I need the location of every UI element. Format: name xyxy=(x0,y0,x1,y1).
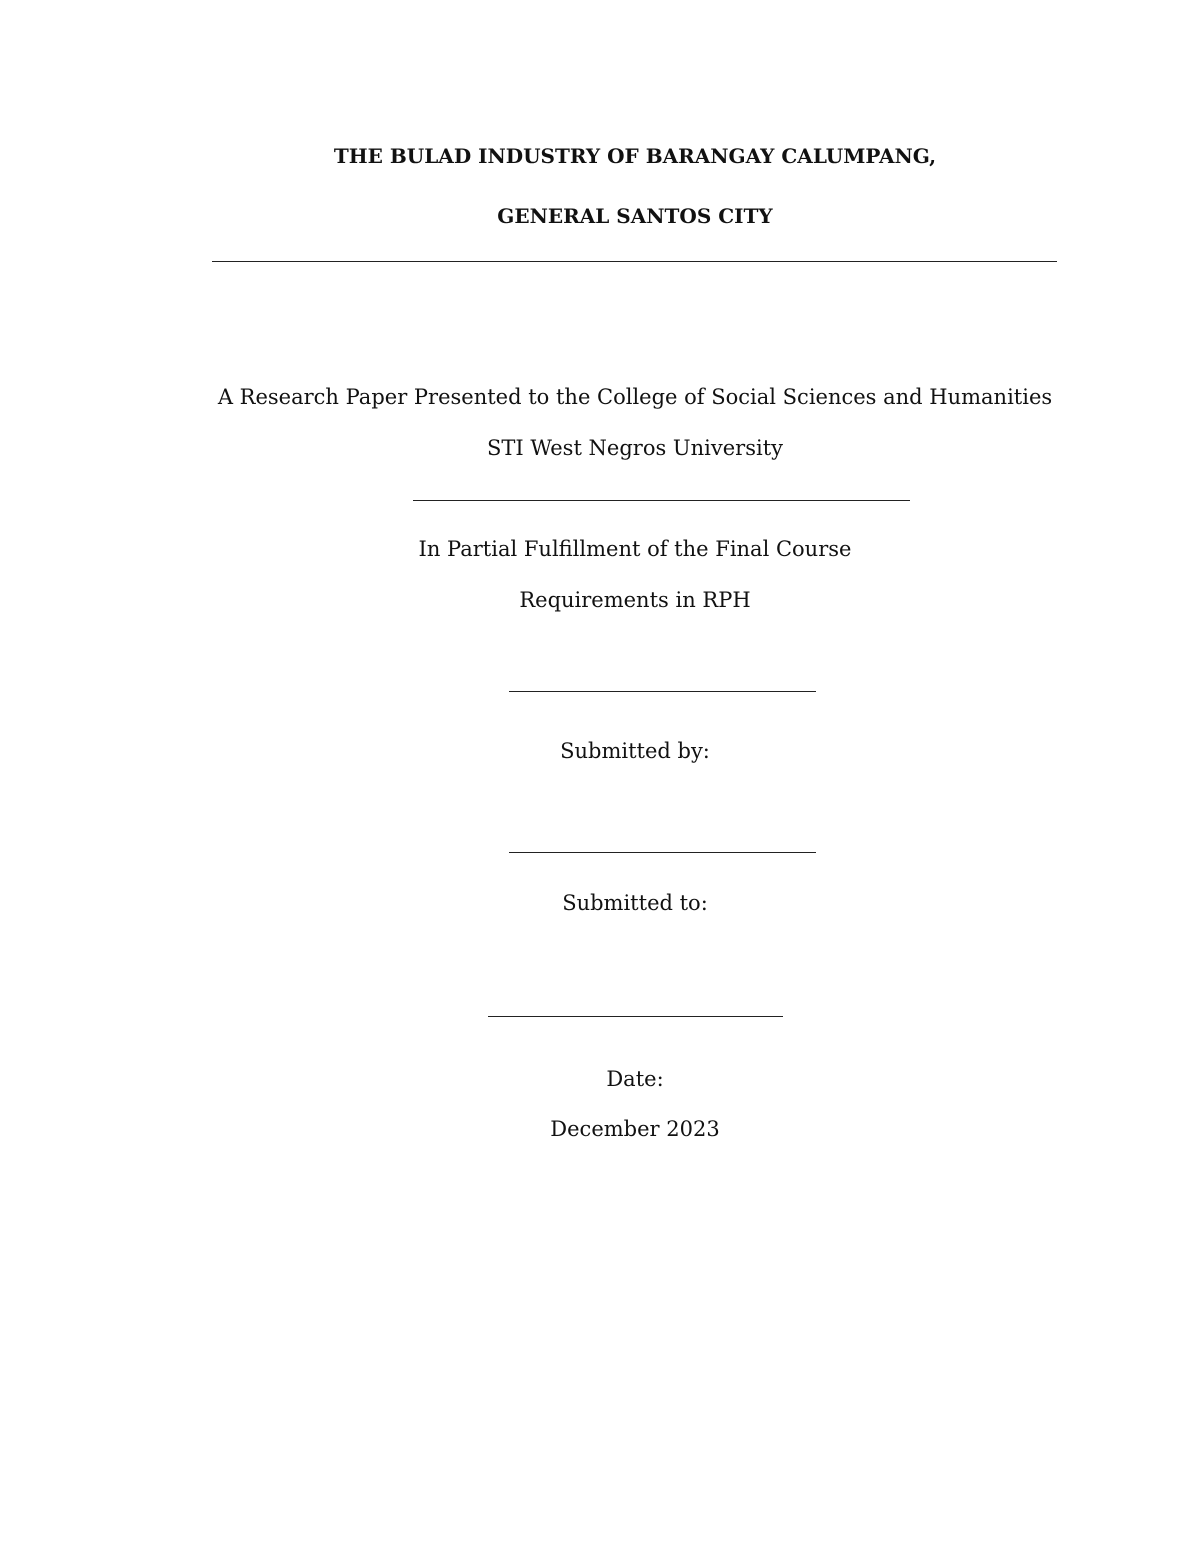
presented-line-1: A Research Paper Presented to the College of Social Sciences and Humanities xyxy=(217,385,1053,409)
fulfillment-line-1: In Partial Fulfillment of the Final Course xyxy=(418,537,852,561)
title-line-2: GENERAL SANTOS CITY xyxy=(497,204,773,228)
submitted-to-label: Submitted to: xyxy=(562,891,708,915)
submitted-by-divider xyxy=(509,691,816,692)
date-value: December 2023 xyxy=(550,1117,720,1141)
title-line-1: THE BULAD INDUSTRY OF BARANGAY CALUMPANG, xyxy=(333,144,937,168)
submitted-by-label: Submitted by: xyxy=(560,739,710,763)
date-label: Date: xyxy=(606,1067,664,1091)
fulfillment-line-2: Requirements in RPH xyxy=(519,588,751,612)
date-divider xyxy=(488,1016,783,1017)
submitted-to-divider xyxy=(509,852,816,853)
title-divider xyxy=(212,261,1057,262)
presented-line-2: STI West Negros University xyxy=(487,436,783,460)
university-divider xyxy=(413,500,910,501)
